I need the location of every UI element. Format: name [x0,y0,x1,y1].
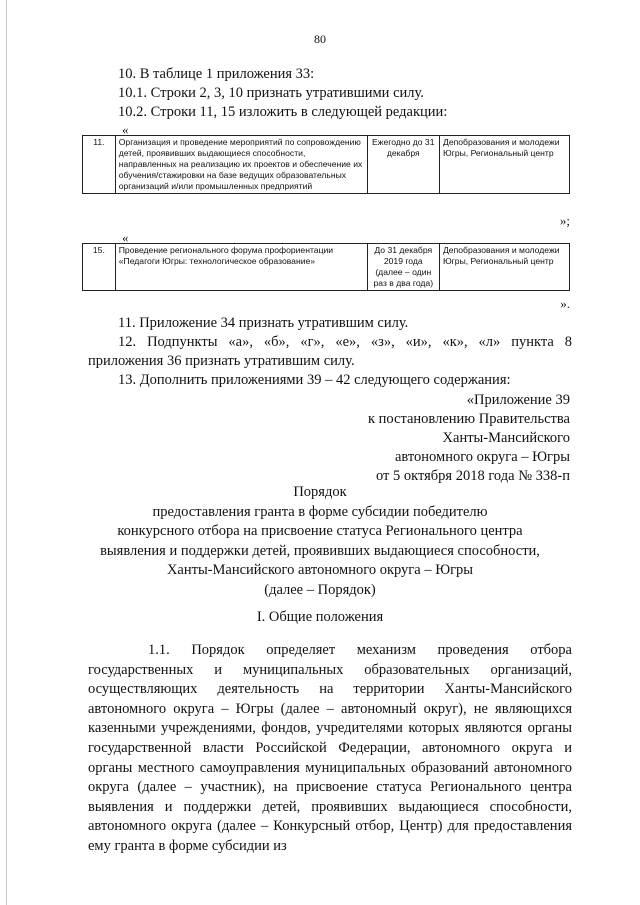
row-activity: Проведение регионального форума профориентации «Педагоги Югры: технологическое образование» [115,244,367,291]
row-responsible: Депобразования и молодежи Югры, Региональный центр [440,136,570,194]
paragraph-1-1-text: 1.1. Порядок определяет механизм проведения отбора государственных и муниципальных образовательных организаций, осуществляющих деятельность на территории Ханты-Мансийского автономного округа – Югры (далее – автономный округ), не являющихся казенными учреждениями, фондов, учредителями которых являются органы государственной власти Российской Федерации, автономного округа и органы местного самоуправления муниципальных образований автономного округа (далее – участник), на присвоение статуса Регионального центра выявления и поддержки детей, проявивших выдающиеся способности, автономного округа (далее – Конкурсный отбор, Центр) для предоставления ему гранта в форме субсидии из [88,642,572,854]
table-row-11 [82,135,570,194]
row-number: 11. [83,136,116,194]
open-quote-2: « [122,230,129,245]
row-number: 15. [83,244,116,291]
section-heading: I. Общие положения [256,609,384,625]
appendix-line-3: Ханты-Мансийского [442,430,570,446]
open-quote-1: « [122,122,129,137]
close-quote-2: ». [560,296,570,311]
appendix-reference [368,391,570,486]
table-row [83,136,570,194]
item-10: 10. В таблице 1 приложения 33: [118,66,315,82]
item-13: 13. Дополнить приложениями 39 – 42 следующего содержания: [118,372,511,388]
appendix-line-1: «Приложение 39 [466,392,570,408]
page-number: 80 [314,32,326,46]
title-line-5: Ханты-Мансийского автономного округа – Югры [166,562,474,578]
item-12-line-2: приложения 36 признать утратившим силу. [88,353,355,369]
close-quote-1: »; [559,213,570,228]
appendix-line-2: к постановлению Правительства [368,411,570,427]
row-responsible: Депобразования и молодежи Югры, Региональный центр [439,244,569,291]
item-10-1: 10.1. Строки 2, 3, 10 признать утратившими силу. [118,85,424,101]
table-row [83,244,570,291]
paragraph-1-1 [88,641,572,857]
title-line-1: Порядок [293,484,347,500]
scan-edge-line [6,0,7,905]
title-line-4: выявления и поддержки детей, проявивших выдающиеся способности, [100,542,540,559]
item-11: 11. Приложение 34 признать утратившим силу. [118,315,409,331]
row-deadline: Ежегодно до 31 декабря [367,136,440,194]
title-line-2: предоставления гранта в форме субсидии победителю [152,503,488,520]
title-line-6: (далее – Порядок) [264,581,376,598]
appendix-line-4: автономного округа – Югры [394,449,570,465]
row-activity: Организация и проведение мероприятий по сопровождению детей, проявивших выдающиеся способности, направленных на реализацию их проектов и обеспечение их обучения/стажировки на базе ведущих образовательных организаций и/или промышленных предприятий [115,136,367,194]
item-12-line-1: 12. Подпункты «а», «б», «г», «е», «з», «и», «к», «л» пункта 8 [118,334,572,350]
title-line-3: конкурсного отбора на присвоение статуса Регионального центра [117,523,523,539]
document-title [40,483,600,600]
row-deadline: До 31 декабря 2019 года (далее – один раз в два года) [367,244,439,291]
item-10-2: 10.2. Строки 11, 15 изложить в следующей редакции: [118,104,448,120]
appendix-line-5: от 5 октября 2018 года № 338-п [375,468,570,484]
table-row-15 [82,243,570,291]
